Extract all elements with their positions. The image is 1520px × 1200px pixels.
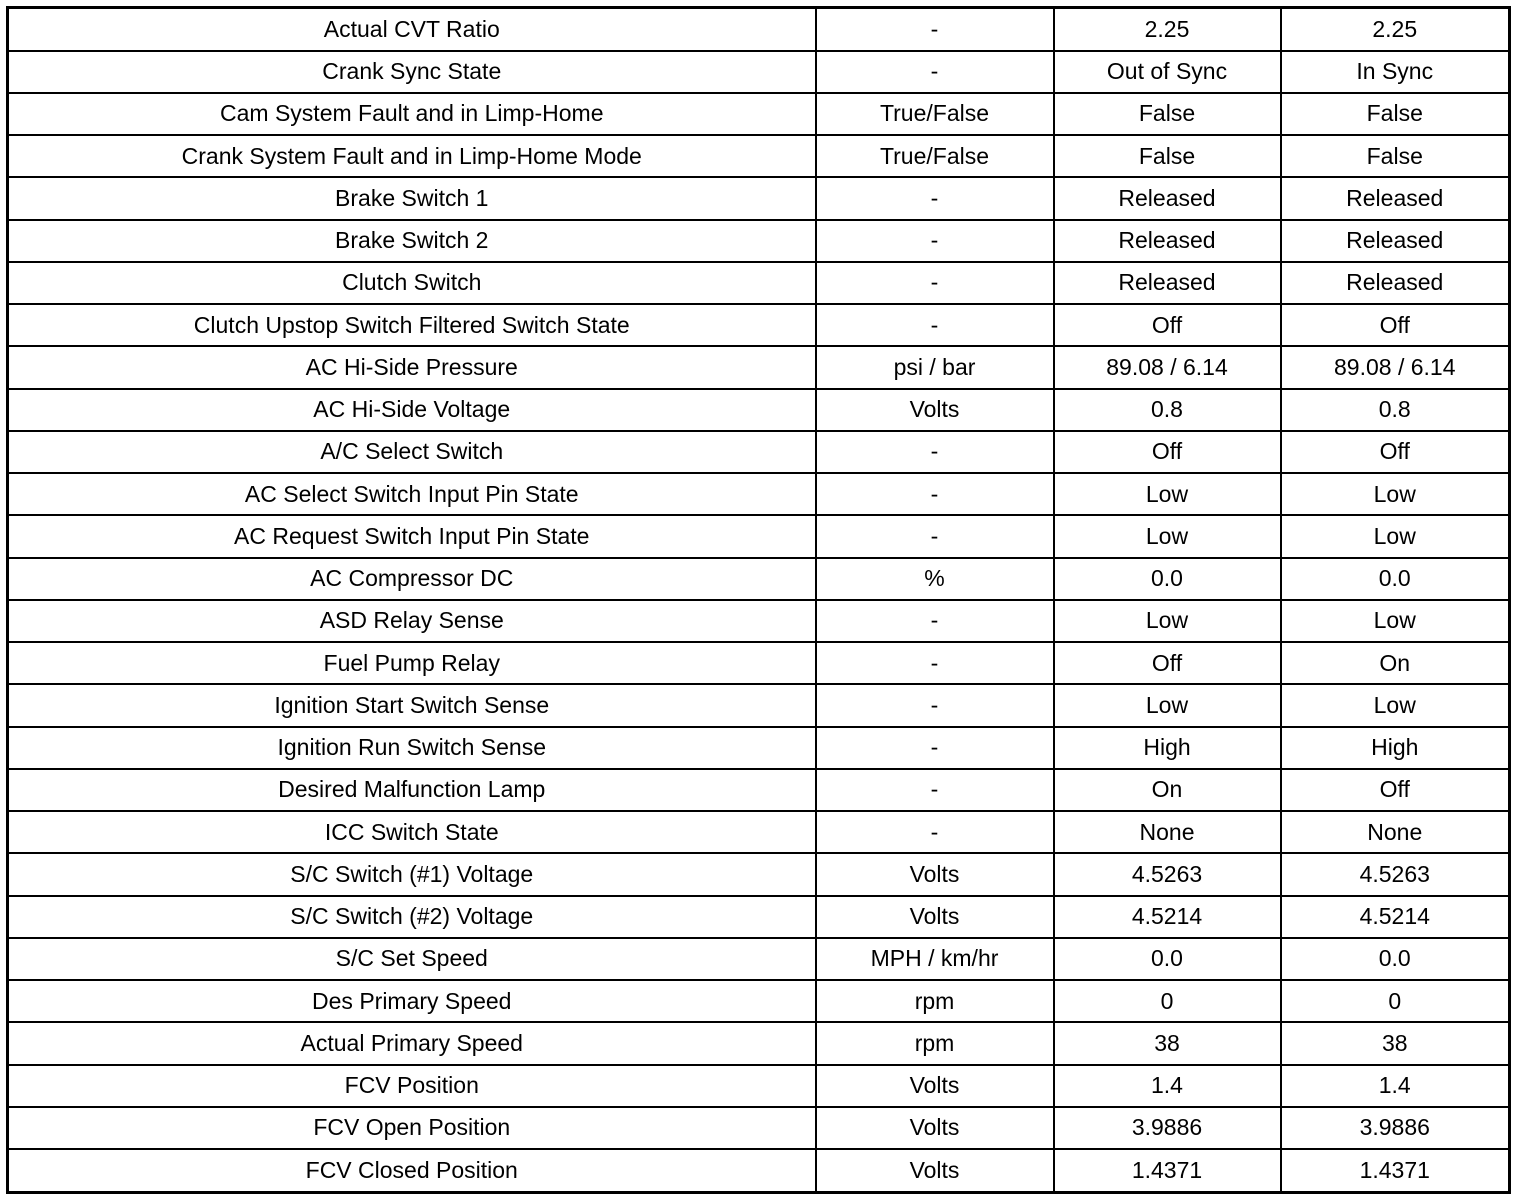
table-row: [8, 684, 1510, 726]
parameter-cell: Crank System Fault and in Limp-Home Mode: [8, 135, 816, 177]
parameter-cell: Brake Switch 1: [8, 177, 816, 219]
table-row: [8, 1022, 1510, 1064]
value2-cell: 2.25: [1281, 8, 1510, 51]
value2-cell: 89.08 / 6.14: [1281, 346, 1510, 388]
units-cell: psi / bar: [816, 346, 1054, 388]
table-row: [8, 473, 1510, 515]
value1-cell: Low: [1054, 515, 1281, 557]
value2-cell: 4.5263: [1281, 853, 1510, 895]
value2-cell: On: [1281, 642, 1510, 684]
value2-cell: Released: [1281, 262, 1510, 304]
value2-cell: Released: [1281, 220, 1510, 262]
parameter-cell: S/C Switch (#2) Voltage: [8, 896, 816, 938]
table-row: [8, 769, 1510, 811]
value2-cell: Low: [1281, 473, 1510, 515]
value2-cell: None: [1281, 811, 1510, 853]
value1-cell: High: [1054, 727, 1281, 769]
units-cell: True/False: [816, 93, 1054, 135]
table-row: [8, 558, 1510, 600]
parameter-cell: AC Select Switch Input Pin State: [8, 473, 816, 515]
units-cell: -: [816, 642, 1054, 684]
parameter-cell: AC Hi-Side Pressure: [8, 346, 816, 388]
value2-cell: 3.9886: [1281, 1107, 1510, 1149]
table-row: [8, 135, 1510, 177]
parameter-cell: FCV Position: [8, 1065, 816, 1107]
parameter-cell: Cam System Fault and in Limp-Home: [8, 93, 816, 135]
value1-cell: Low: [1054, 600, 1281, 642]
value1-cell: False: [1054, 135, 1281, 177]
value2-cell: False: [1281, 93, 1510, 135]
value1-cell: 0: [1054, 980, 1281, 1022]
table-row: [8, 727, 1510, 769]
units-cell: Volts: [816, 1065, 1054, 1107]
value2-cell: Off: [1281, 431, 1510, 473]
units-cell: Volts: [816, 896, 1054, 938]
value1-cell: Released: [1054, 262, 1281, 304]
value2-cell: Low: [1281, 515, 1510, 557]
value1-cell: Out of Sync: [1054, 51, 1281, 93]
parameter-cell: AC Hi-Side Voltage: [8, 389, 816, 431]
value2-cell: Off: [1281, 304, 1510, 346]
parameter-cell: A/C Select Switch: [8, 431, 816, 473]
parameter-cell: Ignition Run Switch Sense: [8, 727, 816, 769]
units-cell: -: [816, 431, 1054, 473]
units-cell: -: [816, 262, 1054, 304]
table-row: [8, 1065, 1510, 1107]
table-row: [8, 220, 1510, 262]
units-cell: -: [816, 515, 1054, 557]
value2-cell: High: [1281, 727, 1510, 769]
parameter-cell: Clutch Switch: [8, 262, 816, 304]
parameter-cell: Fuel Pump Relay: [8, 642, 816, 684]
parameter-cell: Crank Sync State: [8, 51, 816, 93]
table-row: [8, 262, 1510, 304]
scan-tool-data-table: [6, 6, 1511, 1194]
value2-cell: Low: [1281, 684, 1510, 726]
value1-cell: Low: [1054, 684, 1281, 726]
value2-cell: In Sync: [1281, 51, 1510, 93]
value1-cell: Off: [1054, 642, 1281, 684]
value2-cell: 1.4371: [1281, 1149, 1510, 1192]
units-cell: rpm: [816, 980, 1054, 1022]
table-row: [8, 177, 1510, 219]
value1-cell: 1.4371: [1054, 1149, 1281, 1192]
units-cell: -: [816, 51, 1054, 93]
parameter-cell: Actual CVT Ratio: [8, 8, 816, 51]
parameter-cell: S/C Switch (#1) Voltage: [8, 853, 816, 895]
table-row: [8, 389, 1510, 431]
units-cell: -: [816, 769, 1054, 811]
parameter-cell: FCV Open Position: [8, 1107, 816, 1149]
value2-cell: Low: [1281, 600, 1510, 642]
units-cell: -: [816, 304, 1054, 346]
table-row: [8, 93, 1510, 135]
parameter-cell: Brake Switch 2: [8, 220, 816, 262]
table-row: [8, 811, 1510, 853]
units-cell: Volts: [816, 853, 1054, 895]
value1-cell: Low: [1054, 473, 1281, 515]
value1-cell: On: [1054, 769, 1281, 811]
table-row: [8, 431, 1510, 473]
value2-cell: False: [1281, 135, 1510, 177]
units-cell: %: [816, 558, 1054, 600]
value2-cell: 0: [1281, 980, 1510, 1022]
table-row: [8, 938, 1510, 980]
value1-cell: 0.0: [1054, 558, 1281, 600]
value1-cell: 0.0: [1054, 938, 1281, 980]
units-cell: MPH / km/hr: [816, 938, 1054, 980]
value1-cell: Off: [1054, 304, 1281, 346]
parameter-cell: Des Primary Speed: [8, 980, 816, 1022]
parameter-cell: FCV Closed Position: [8, 1149, 816, 1192]
units-cell: -: [816, 473, 1054, 515]
value1-cell: 38: [1054, 1022, 1281, 1064]
units-cell: -: [816, 177, 1054, 219]
value2-cell: Released: [1281, 177, 1510, 219]
value1-cell: 4.5214: [1054, 896, 1281, 938]
table-row: [8, 642, 1510, 684]
parameter-cell: S/C Set Speed: [8, 938, 816, 980]
table-row: [8, 346, 1510, 388]
table-row: [8, 1149, 1510, 1192]
table-row: [8, 8, 1510, 51]
units-cell: -: [816, 727, 1054, 769]
parameter-cell: Actual Primary Speed: [8, 1022, 816, 1064]
table-row: [8, 51, 1510, 93]
table-row: [8, 600, 1510, 642]
units-cell: -: [816, 600, 1054, 642]
value1-cell: 89.08 / 6.14: [1054, 346, 1281, 388]
value2-cell: 4.5214: [1281, 896, 1510, 938]
value1-cell: 1.4: [1054, 1065, 1281, 1107]
value1-cell: None: [1054, 811, 1281, 853]
units-cell: -: [816, 811, 1054, 853]
parameter-cell: ASD Relay Sense: [8, 600, 816, 642]
table-row: [8, 980, 1510, 1022]
value1-cell: Released: [1054, 177, 1281, 219]
parameter-cell: AC Compressor DC: [8, 558, 816, 600]
value1-cell: 2.25: [1054, 8, 1281, 51]
value1-cell: Released: [1054, 220, 1281, 262]
units-cell: rpm: [816, 1022, 1054, 1064]
parameter-cell: Desired Malfunction Lamp: [8, 769, 816, 811]
table-body: [8, 8, 1510, 1193]
units-cell: Volts: [816, 1149, 1054, 1192]
units-cell: -: [816, 220, 1054, 262]
parameter-cell: AC Request Switch Input Pin State: [8, 515, 816, 557]
table-row: [8, 304, 1510, 346]
units-cell: Volts: [816, 389, 1054, 431]
value1-cell: Off: [1054, 431, 1281, 473]
value2-cell: 0.0: [1281, 558, 1510, 600]
value1-cell: 3.9886: [1054, 1107, 1281, 1149]
value2-cell: 1.4: [1281, 1065, 1510, 1107]
units-cell: Volts: [816, 1107, 1054, 1149]
units-cell: True/False: [816, 135, 1054, 177]
parameter-cell: ICC Switch State: [8, 811, 816, 853]
value1-cell: False: [1054, 93, 1281, 135]
value2-cell: 0.8: [1281, 389, 1510, 431]
value1-cell: 0.8: [1054, 389, 1281, 431]
units-cell: -: [816, 8, 1054, 51]
value2-cell: Off: [1281, 769, 1510, 811]
parameter-cell: Clutch Upstop Switch Filtered Switch State: [8, 304, 816, 346]
value2-cell: 38: [1281, 1022, 1510, 1064]
table-row: [8, 515, 1510, 557]
table-row: [8, 896, 1510, 938]
parameter-cell: Ignition Start Switch Sense: [8, 684, 816, 726]
table-row: [8, 1107, 1510, 1149]
units-cell: -: [816, 684, 1054, 726]
table-row: [8, 853, 1510, 895]
value1-cell: 4.5263: [1054, 853, 1281, 895]
value2-cell: 0.0: [1281, 938, 1510, 980]
